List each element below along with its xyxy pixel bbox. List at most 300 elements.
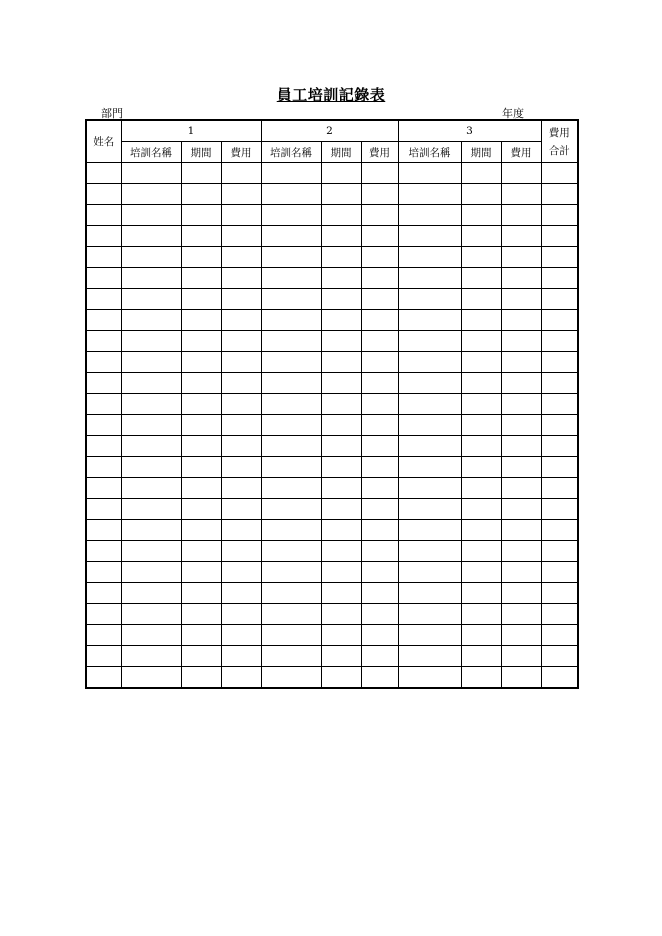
table-cell[interactable] — [221, 667, 261, 689]
table-cell[interactable] — [181, 541, 221, 562]
table-cell[interactable] — [361, 394, 398, 415]
table-cell[interactable] — [541, 499, 578, 520]
table-cell[interactable] — [86, 562, 121, 583]
table-cell[interactable] — [361, 541, 398, 562]
table-cell[interactable] — [501, 541, 541, 562]
table-cell[interactable] — [321, 583, 361, 604]
table-cell[interactable] — [221, 184, 261, 205]
table-row — [86, 541, 578, 562]
table-cell[interactable] — [121, 625, 181, 646]
table-cell[interactable] — [398, 499, 461, 520]
table-row — [86, 289, 578, 310]
table-cell[interactable] — [261, 646, 321, 667]
table-cell[interactable] — [398, 394, 461, 415]
table-cell[interactable] — [261, 415, 321, 436]
table-cell[interactable] — [181, 604, 221, 625]
table-cell[interactable] — [321, 646, 361, 667]
table-cell[interactable] — [181, 184, 221, 205]
table-cell[interactable] — [501, 394, 541, 415]
table-cell[interactable] — [321, 163, 361, 184]
table-cell[interactable] — [121, 184, 181, 205]
table-cell[interactable] — [121, 394, 181, 415]
table-cell[interactable] — [121, 499, 181, 520]
table-cell[interactable] — [541, 415, 578, 436]
table-cell[interactable] — [461, 352, 501, 373]
table-cell[interactable] — [121, 520, 181, 541]
table-cell[interactable] — [501, 478, 541, 499]
table-cell[interactable] — [361, 373, 398, 394]
table-cell[interactable] — [321, 331, 361, 352]
table-cell[interactable] — [461, 583, 501, 604]
table-cell[interactable] — [181, 646, 221, 667]
table-cell[interactable] — [221, 331, 261, 352]
table-cell[interactable] — [261, 436, 321, 457]
table-cell[interactable] — [461, 646, 501, 667]
table-cell[interactable] — [261, 562, 321, 583]
table-cell[interactable] — [261, 331, 321, 352]
table-cell[interactable] — [261, 478, 321, 499]
table-cell[interactable] — [361, 310, 398, 331]
table-cell[interactable] — [221, 163, 261, 184]
table-cell[interactable] — [86, 604, 121, 625]
table-cell[interactable] — [541, 394, 578, 415]
table-cell[interactable] — [361, 520, 398, 541]
table-cell[interactable] — [541, 562, 578, 583]
table-cell[interactable] — [501, 499, 541, 520]
table-cell[interactable] — [361, 226, 398, 247]
table-cell[interactable] — [86, 310, 121, 331]
table-cell[interactable] — [461, 625, 501, 646]
table-cell[interactable] — [321, 562, 361, 583]
table-cell[interactable] — [398, 268, 461, 289]
table-cell[interactable] — [321, 184, 361, 205]
table-cell[interactable] — [398, 625, 461, 646]
table-cell[interactable] — [501, 583, 541, 604]
table-cell[interactable] — [398, 163, 461, 184]
table-cell[interactable] — [321, 226, 361, 247]
table-cell[interactable] — [361, 457, 398, 478]
table-cell[interactable] — [361, 247, 398, 268]
table-cell[interactable] — [398, 184, 461, 205]
table-cell[interactable] — [398, 457, 461, 478]
table-row — [86, 226, 578, 247]
table-cell[interactable] — [121, 352, 181, 373]
table-cell[interactable] — [181, 352, 221, 373]
table-cell[interactable] — [461, 163, 501, 184]
table-cell[interactable] — [86, 205, 121, 226]
table-cell[interactable] — [541, 583, 578, 604]
table-cell[interactable] — [398, 226, 461, 247]
table-row — [86, 310, 578, 331]
table-cell[interactable] — [321, 394, 361, 415]
table-cell[interactable] — [221, 352, 261, 373]
table-cell[interactable] — [541, 373, 578, 394]
table-cell[interactable] — [221, 646, 261, 667]
table-cell[interactable] — [261, 667, 321, 689]
table-cell[interactable] — [86, 541, 121, 562]
table-cell[interactable] — [86, 646, 121, 667]
table-cell[interactable] — [501, 247, 541, 268]
training-name-header: 培訓名稱 — [398, 142, 461, 163]
table-cell[interactable] — [321, 499, 361, 520]
table-cell[interactable] — [361, 268, 398, 289]
table-cell[interactable] — [261, 205, 321, 226]
table-cell[interactable] — [181, 436, 221, 457]
table-cell[interactable] — [86, 478, 121, 499]
table-cell[interactable] — [398, 478, 461, 499]
table-cell[interactable] — [86, 163, 121, 184]
table-cell[interactable] — [86, 436, 121, 457]
table-cell[interactable] — [86, 331, 121, 352]
table-cell[interactable] — [221, 625, 261, 646]
table-cell[interactable] — [221, 520, 261, 541]
table-cell[interactable] — [398, 247, 461, 268]
table-cell[interactable] — [541, 226, 578, 247]
table-cell[interactable] — [121, 331, 181, 352]
table-cell[interactable] — [398, 205, 461, 226]
total-cost-header — [541, 120, 578, 163]
table-row — [86, 352, 578, 373]
table-cell[interactable] — [121, 478, 181, 499]
table-cell[interactable] — [86, 457, 121, 478]
table-cell[interactable] — [398, 415, 461, 436]
table-cell[interactable] — [461, 562, 501, 583]
table-cell[interactable] — [261, 163, 321, 184]
table-cell[interactable] — [321, 415, 361, 436]
table-cell[interactable] — [321, 436, 361, 457]
table-cell[interactable] — [398, 289, 461, 310]
table-cell[interactable] — [501, 163, 541, 184]
table-cell[interactable] — [361, 625, 398, 646]
table-cell[interactable] — [86, 289, 121, 310]
table-cell[interactable] — [361, 646, 398, 667]
table-cell[interactable] — [461, 184, 501, 205]
table-cell[interactable] — [261, 541, 321, 562]
table-cell[interactable] — [121, 373, 181, 394]
table-cell[interactable] — [221, 604, 261, 625]
table-cell[interactable] — [86, 268, 121, 289]
table-cell[interactable] — [321, 205, 361, 226]
table-cell[interactable] — [541, 667, 578, 689]
table-cell[interactable] — [221, 394, 261, 415]
table-cell[interactable] — [361, 205, 398, 226]
table-cell[interactable] — [501, 331, 541, 352]
table-cell[interactable] — [221, 289, 261, 310]
training-name-header: 培訓名稱 — [261, 142, 321, 163]
table-cell[interactable] — [541, 478, 578, 499]
table-cell[interactable] — [361, 604, 398, 625]
table-cell[interactable] — [221, 247, 261, 268]
table-cell[interactable] — [398, 436, 461, 457]
period-header: 期間 — [461, 142, 501, 163]
table-cell[interactable] — [541, 163, 578, 184]
table-cell[interactable] — [121, 457, 181, 478]
table-cell[interactable] — [461, 331, 501, 352]
table-cell[interactable] — [181, 226, 221, 247]
table-cell[interactable] — [261, 499, 321, 520]
table-cell[interactable] — [221, 583, 261, 604]
table-cell[interactable] — [398, 583, 461, 604]
group-header-2: 2 — [261, 120, 398, 142]
table-cell[interactable] — [86, 583, 121, 604]
table-cell[interactable] — [541, 520, 578, 541]
table-cell[interactable] — [261, 604, 321, 625]
table-cell[interactable] — [541, 331, 578, 352]
table-row — [86, 478, 578, 499]
table-cell[interactable] — [461, 310, 501, 331]
table-cell[interactable] — [321, 541, 361, 562]
table-cell[interactable] — [398, 562, 461, 583]
table-cell[interactable] — [461, 667, 501, 689]
table-cell[interactable] — [86, 226, 121, 247]
table-cell[interactable] — [501, 310, 541, 331]
table-cell[interactable] — [86, 394, 121, 415]
table-cell[interactable] — [461, 373, 501, 394]
table-cell[interactable] — [501, 604, 541, 625]
table-cell[interactable] — [501, 520, 541, 541]
table-cell[interactable] — [321, 520, 361, 541]
table-cell[interactable] — [221, 499, 261, 520]
table-cell[interactable] — [541, 625, 578, 646]
table-cell[interactable] — [121, 646, 181, 667]
table-cell[interactable] — [501, 373, 541, 394]
table-cell[interactable] — [461, 541, 501, 562]
table-cell[interactable] — [361, 184, 398, 205]
table-cell[interactable] — [541, 604, 578, 625]
table-cell[interactable] — [121, 226, 181, 247]
table-cell[interactable] — [181, 289, 221, 310]
table-cell[interactable] — [398, 646, 461, 667]
table-cell[interactable] — [321, 247, 361, 268]
table-cell[interactable] — [86, 520, 121, 541]
table-cell[interactable] — [541, 310, 578, 331]
table-row — [86, 394, 578, 415]
table-cell[interactable] — [221, 436, 261, 457]
table-cell[interactable] — [361, 352, 398, 373]
table-cell[interactable] — [361, 478, 398, 499]
training-record-table — [85, 119, 579, 689]
table-cell[interactable] — [181, 667, 221, 689]
table-cell[interactable] — [461, 394, 501, 415]
table-cell[interactable] — [121, 310, 181, 331]
table-cell[interactable] — [181, 394, 221, 415]
table-cell[interactable] — [501, 226, 541, 247]
table-cell[interactable] — [501, 268, 541, 289]
table-cell[interactable] — [501, 646, 541, 667]
table-cell[interactable] — [181, 562, 221, 583]
table-cell[interactable] — [221, 310, 261, 331]
table-cell[interactable] — [261, 520, 321, 541]
table-cell[interactable] — [181, 625, 221, 646]
table-cell[interactable] — [261, 625, 321, 646]
table-cell[interactable] — [501, 352, 541, 373]
table-cell[interactable] — [181, 331, 221, 352]
table-cell[interactable] — [261, 247, 321, 268]
table-cell[interactable] — [321, 478, 361, 499]
table-cell[interactable] — [121, 205, 181, 226]
table-cell[interactable] — [541, 247, 578, 268]
table-cell[interactable] — [121, 163, 181, 184]
table-cell[interactable] — [541, 436, 578, 457]
table-cell[interactable] — [398, 331, 461, 352]
table-cell[interactable] — [398, 373, 461, 394]
table-cell[interactable] — [181, 478, 221, 499]
table-cell[interactable] — [461, 457, 501, 478]
table-cell[interactable] — [461, 415, 501, 436]
table-cell[interactable] — [221, 205, 261, 226]
table-cell[interactable] — [181, 457, 221, 478]
table-row — [86, 268, 578, 289]
table-cell[interactable] — [181, 268, 221, 289]
table-cell[interactable] — [461, 604, 501, 625]
table-cell[interactable] — [461, 289, 501, 310]
table-cell[interactable] — [181, 373, 221, 394]
table-cell[interactable] — [221, 415, 261, 436]
table-cell[interactable] — [398, 604, 461, 625]
table-cell[interactable] — [398, 520, 461, 541]
table-cell[interactable] — [501, 205, 541, 226]
table-cell[interactable] — [541, 289, 578, 310]
table-cell[interactable] — [361, 289, 398, 310]
table-cell[interactable] — [321, 457, 361, 478]
table-cell[interactable] — [221, 562, 261, 583]
table-cell[interactable] — [181, 163, 221, 184]
table-cell[interactable] — [321, 268, 361, 289]
table-cell[interactable] — [398, 541, 461, 562]
table-row — [86, 499, 578, 520]
table-cell[interactable] — [541, 268, 578, 289]
table-cell[interactable] — [221, 226, 261, 247]
year-label: 年度 — [502, 107, 524, 120]
table-cell[interactable] — [461, 436, 501, 457]
table-cell[interactable] — [321, 352, 361, 373]
table-cell[interactable] — [501, 457, 541, 478]
table-cell[interactable] — [501, 667, 541, 689]
table-cell[interactable] — [261, 184, 321, 205]
table-cell[interactable] — [541, 184, 578, 205]
table-cell[interactable] — [121, 604, 181, 625]
table-cell[interactable] — [461, 520, 501, 541]
group-header-3: 3 — [398, 120, 541, 142]
table-cell[interactable] — [261, 583, 321, 604]
table-cell[interactable] — [121, 436, 181, 457]
table-cell[interactable] — [181, 520, 221, 541]
table-cell[interactable] — [398, 667, 461, 689]
table-cell[interactable] — [541, 205, 578, 226]
cost-header: 費用 — [501, 142, 541, 163]
table-row — [86, 415, 578, 436]
training-name-header: 培訓名稱 — [121, 142, 181, 163]
table-cell[interactable] — [361, 583, 398, 604]
table-cell[interactable] — [321, 310, 361, 331]
table-cell[interactable] — [261, 457, 321, 478]
table-cell[interactable] — [361, 436, 398, 457]
table-cell[interactable] — [121, 289, 181, 310]
table-cell[interactable] — [361, 331, 398, 352]
table-cell[interactable] — [321, 373, 361, 394]
table-cell[interactable] — [361, 562, 398, 583]
table-cell[interactable] — [181, 205, 221, 226]
table-cell[interactable] — [398, 352, 461, 373]
table-cell[interactable] — [221, 268, 261, 289]
table-cell[interactable] — [501, 184, 541, 205]
table-cell[interactable] — [86, 415, 121, 436]
table-cell[interactable] — [321, 604, 361, 625]
table-cell[interactable] — [86, 247, 121, 268]
table-cell[interactable] — [361, 415, 398, 436]
table-cell[interactable] — [86, 667, 121, 689]
table-cell[interactable] — [181, 499, 221, 520]
table-cell[interactable] — [321, 289, 361, 310]
table-cell[interactable] — [121, 562, 181, 583]
table-cell[interactable] — [361, 667, 398, 689]
table-cell[interactable] — [221, 478, 261, 499]
table-cell[interactable] — [221, 541, 261, 562]
table-cell[interactable] — [461, 268, 501, 289]
table-cell[interactable] — [121, 667, 181, 689]
department-label: 部門 — [101, 107, 123, 120]
table-cell[interactable] — [321, 667, 361, 689]
table-cell[interactable] — [86, 352, 121, 373]
table-cell[interactable] — [181, 247, 221, 268]
table-cell[interactable] — [398, 310, 461, 331]
table-cell[interactable] — [86, 625, 121, 646]
table-cell[interactable] — [541, 352, 578, 373]
table-cell[interactable] — [361, 499, 398, 520]
table-cell[interactable] — [121, 583, 181, 604]
table-cell[interactable] — [461, 226, 501, 247]
table-cell[interactable] — [321, 625, 361, 646]
table-cell[interactable] — [261, 310, 321, 331]
table-cell[interactable] — [181, 583, 221, 604]
table-cell[interactable] — [541, 646, 578, 667]
table-cell[interactable] — [541, 541, 578, 562]
table-cell[interactable] — [461, 205, 501, 226]
table-cell[interactable] — [501, 562, 541, 583]
table-cell[interactable] — [86, 373, 121, 394]
table-cell[interactable] — [461, 499, 501, 520]
table-cell[interactable] — [461, 247, 501, 268]
table-cell[interactable] — [121, 268, 181, 289]
total-cost-header-line2: 合計 — [548, 144, 570, 157]
table-cell[interactable] — [261, 289, 321, 310]
table-cell[interactable] — [261, 373, 321, 394]
table-cell[interactable] — [361, 163, 398, 184]
table-cell[interactable] — [261, 352, 321, 373]
table-row — [86, 331, 578, 352]
table-cell[interactable] — [461, 478, 501, 499]
table-row — [86, 436, 578, 457]
table-cell[interactable] — [181, 310, 221, 331]
table-cell[interactable] — [261, 268, 321, 289]
table-cell[interactable] — [121, 247, 181, 268]
table-cell[interactable] — [501, 289, 541, 310]
table-cell[interactable] — [501, 436, 541, 457]
table-cell[interactable] — [261, 394, 321, 415]
table-cell[interactable] — [86, 499, 121, 520]
table-cell[interactable] — [121, 415, 181, 436]
table-cell[interactable] — [86, 184, 121, 205]
table-cell[interactable] — [221, 373, 261, 394]
table-cell[interactable] — [121, 541, 181, 562]
table-cell[interactable] — [221, 457, 261, 478]
table-cell[interactable] — [501, 625, 541, 646]
table-cell[interactable] — [541, 457, 578, 478]
table-cell[interactable] — [501, 415, 541, 436]
period-header: 期間 — [321, 142, 361, 163]
table-cell[interactable] — [261, 226, 321, 247]
table-cell[interactable] — [181, 415, 221, 436]
